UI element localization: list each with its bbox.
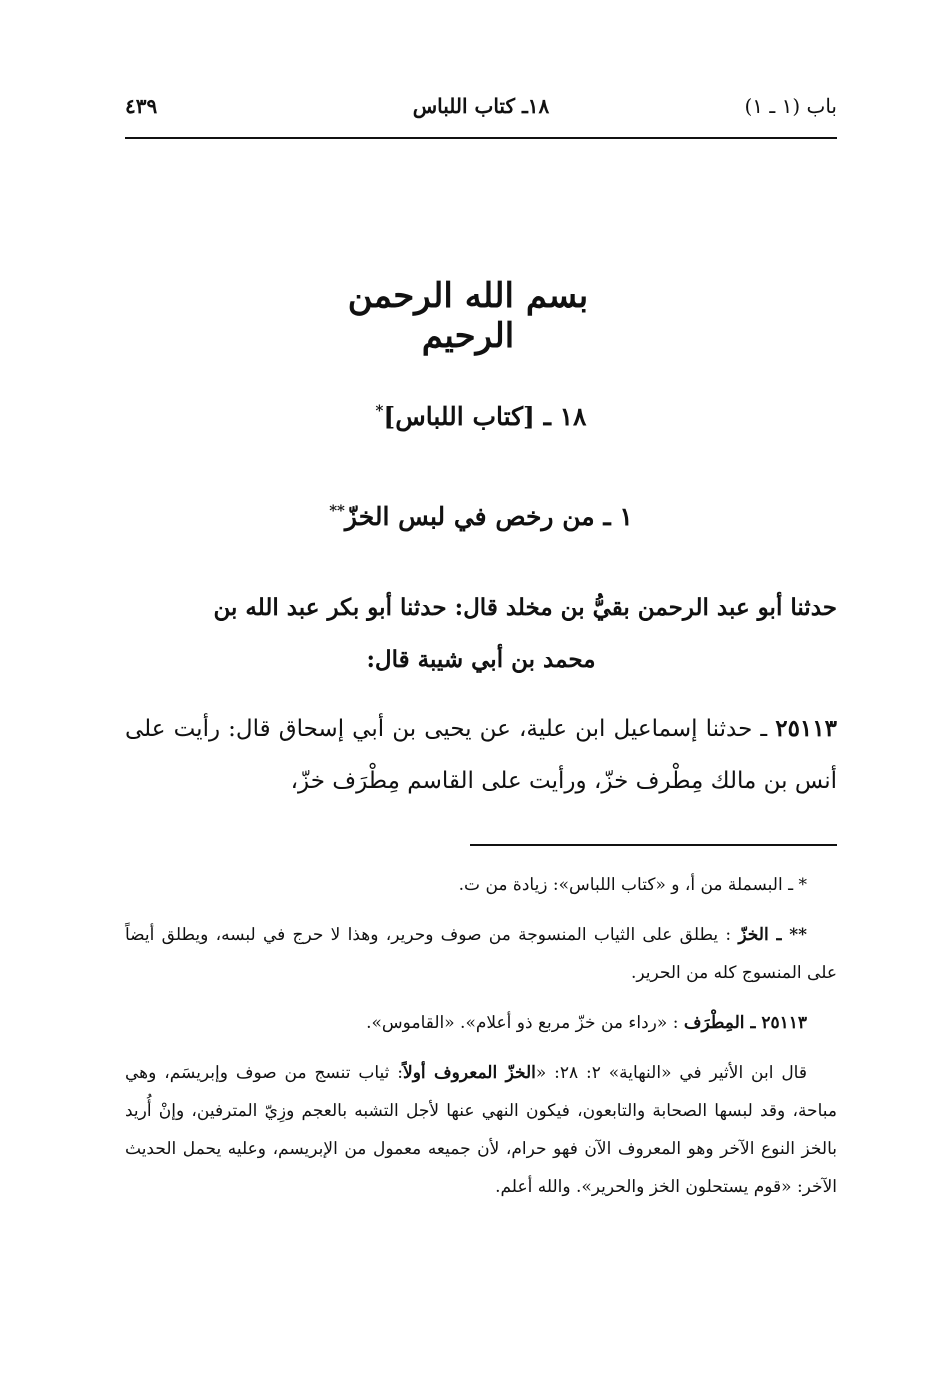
chapter-reference: باب (١ ـ ١): [744, 94, 837, 118]
footnote-2-label: ** ـ الخزّ: [738, 925, 808, 945]
footnote-1: * ـ البسملة من أ، و «كتاب اللباس»: زيادة من ت.: [458, 875, 807, 895]
book-heading: [125, 402, 837, 431]
book-heading-footnote-mark: *: [375, 401, 384, 420]
header-divider: [125, 137, 837, 139]
footnote-4-bold: الخزّ المعروف أولاً: [403, 1063, 536, 1083]
footnote-divider: [470, 844, 837, 846]
running-book-title: ١٨ـ كتاب اللباس: [412, 94, 550, 118]
chapter-heading-footnote-mark: **: [329, 501, 345, 520]
footnote-4-intro: قال ابن الأثير في «النهاية» ٢: ٢٨: «: [535, 1063, 807, 1083]
isnad-intro: [125, 582, 837, 686]
basmala-calligraphy: [318, 258, 618, 356]
hadith-paragraph: [125, 703, 837, 807]
book-heading-text: ١٨ ـ [كتاب اللباس]: [383, 402, 587, 431]
chapter-heading: [125, 502, 837, 531]
footnote-3-label: ٢٥١١٣ ـ المِطْرَف: [683, 1013, 807, 1033]
basmala-text: بسم الله الرحمن الرحيم: [347, 276, 589, 356]
isnad-line-2: محمد بن أبي شيبة قال:: [366, 646, 596, 673]
footnote-2: [125, 916, 837, 992]
footnote-4: [125, 1054, 837, 1206]
running-header: [125, 94, 837, 134]
footnote-2-text: : يطلق على الثياب المنسوجة من صوف وحرير، وهذا لا حرج في لبسه، ويطلق أيضاً على المنسوج كله من الحرير.: [125, 925, 837, 983]
footnote-3-text: : «رداء من خزّ مربع ذو أعلام». «القاموس».: [366, 1013, 679, 1033]
footnote-3: [125, 1004, 837, 1042]
page-number: ٤٣٩: [125, 94, 158, 118]
chapter-heading-text: ١ ـ من رخص في لبس الخزّ: [344, 502, 633, 531]
isnad-line-1: حدثنا أبو عبد الرحمن بقيُّ بن مخلد قال: حدثنا أبو بكر عبد الله بن: [213, 594, 837, 621]
footnotes: [125, 866, 837, 1218]
footnote-4-text: : ثياب تنسج من صوف وإبريسَم، وهي مباحة، وقد لبسها الصحابة والتابعون، فيكون النهي عنها لأجل التشبه بالعجم وزِيّ المترفين، وإنْ أُريد بالخز النوع الآخر وهو المعروف الآن فهو حرام، لأن جميعه معمول من الإبريسم، وعليه يحمل الحديث الآخر: «قوم يستحلون الخز والحرير». والله أعلم.: [125, 1063, 837, 1197]
hadith-text: ـ حدثنا إسماعيل ابن علية، عن يحيى بن أبي إسحاق قال: رأيت على أنس بن مالك مِطْرف خزّ، ورأيت على القاسم مِطْرَف خزّ،: [125, 716, 837, 794]
hadith-number: ٢٥١١٣: [775, 715, 837, 742]
